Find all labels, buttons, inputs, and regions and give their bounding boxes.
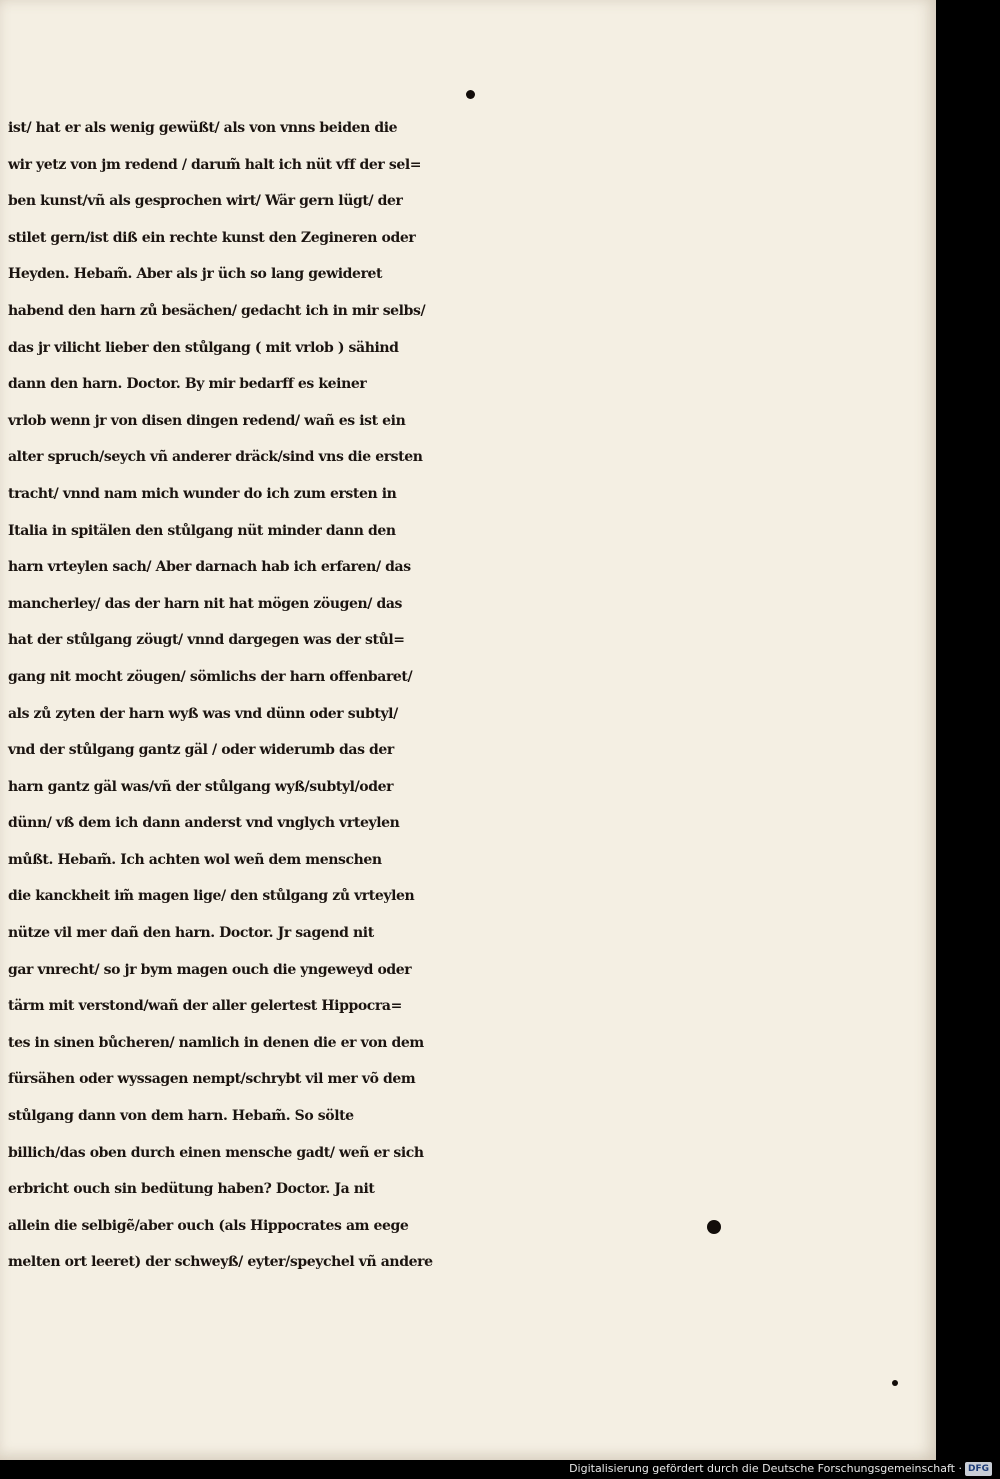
ink-dot bbox=[892, 1380, 898, 1386]
text-line: hat der stůlgang zöugt/ vnnd dargegen was der stůl= bbox=[8, 632, 405, 649]
page-text bbox=[8, 110, 728, 1281]
ink-dot bbox=[466, 90, 475, 99]
text-line: mancherley/ das der harn nit hat mögen zöugen/ das bbox=[8, 595, 403, 612]
text-line: Heyden. Hebam̃. Aber als jr üch so lang gewideret bbox=[8, 266, 383, 283]
text-line: harn gantz gäl was/vñ der stůlgang wyß/subtyl/oder bbox=[8, 778, 394, 795]
text-line: vrlob wenn jr von disen dingen redend/ wañ es ist ein bbox=[8, 412, 406, 429]
dfg-logo-icon: DFG bbox=[965, 1462, 992, 1476]
text-line: ben kunst/vñ als gesprochen wirt/ Wär gern lügt/ der bbox=[8, 193, 403, 210]
ink-dot bbox=[707, 1220, 721, 1234]
text-line: můßt. Hebam̃. Ich achten wol weñ dem menschen bbox=[8, 851, 382, 868]
text-line: gang nit mocht zöugen/ sömlichs der harn offenbaret/ bbox=[8, 668, 413, 685]
text-line: allein die selbigẽ/aber ouch (als Hippocrates am eege bbox=[8, 1217, 409, 1234]
text-line: dünn/ vß dem ich dann anderst vnd vnglych vrteylen bbox=[8, 815, 400, 832]
text-line: vnd der stůlgang gantz gäl / oder widerumb das der bbox=[8, 742, 394, 759]
text-line: billich/das oben durch einen mensche gadt/ weñ er sich bbox=[8, 1144, 424, 1161]
text-line: ist/ hat er als wenig gewüßt/ als von vnns beiden die bbox=[8, 120, 398, 136]
text-line: dann den harn. Doctor. By mir bedarff es keiner bbox=[8, 376, 367, 393]
text-line: melten ort leeret) der schweyß/ eyter/speychel vñ andere bbox=[8, 1254, 433, 1271]
funding-footer bbox=[569, 1460, 992, 1477]
text-line: gar vnrecht/ so jr bym magen ouch die yngeweyd oder bbox=[8, 961, 412, 978]
text-line: das jr vilicht lieber den stůlgang ( mit vrlob ) sähind bbox=[8, 339, 399, 356]
text-line: tes in sinen bůcheren/ namlich in denen die er von dem bbox=[8, 1034, 424, 1051]
funding-text: Digitalisierung gefördert durch die Deutsche Forschungsgemeinschaft · bbox=[569, 1462, 962, 1475]
text-line: als zů zyten der harn wyß was vnd dünn oder subtyl/ bbox=[8, 705, 398, 722]
text-line: fürsähen oder wyssagen nempt/schrybt vil mer võ dem bbox=[8, 1071, 416, 1088]
text-line: stilet gern/ist diß ein rechte kunst den Zegineren oder bbox=[8, 229, 416, 246]
text-line: tärm mit verstond/wañ der aller gelertest Hippocra= bbox=[8, 998, 402, 1015]
text-line: nütze vil mer dañ den harn. Doctor. Jr sagend nit bbox=[8, 925, 374, 942]
text-line: harn vrteylen sach/ Aber darnach hab ich erfaren/ das bbox=[8, 559, 411, 576]
text-line: wir yetz von jm redend / darum̃ halt ich nüt vff der sel= bbox=[8, 156, 422, 173]
text-line: stůlgang dann von dem harn. Hebam̃. So sölte bbox=[8, 1108, 354, 1125]
text-line: die kanckheit im̃ magen lige/ den stůlgang zů vrteylen bbox=[8, 888, 415, 905]
text-line: tracht/ vnnd nam mich wunder do ich zum ersten in bbox=[8, 485, 397, 502]
text-line: habend den harn zů besächen/ gedacht ich in mir selbs/ bbox=[8, 302, 426, 319]
text-line: alter spruch/seych vñ anderer dräck/sind vns die ersten bbox=[8, 449, 423, 466]
text-line: erbricht ouch sin bedütung haben? Doctor. Ja nit bbox=[8, 1181, 375, 1198]
text-line: Italia in spitälen den stůlgang nüt minder dann den bbox=[8, 522, 396, 539]
